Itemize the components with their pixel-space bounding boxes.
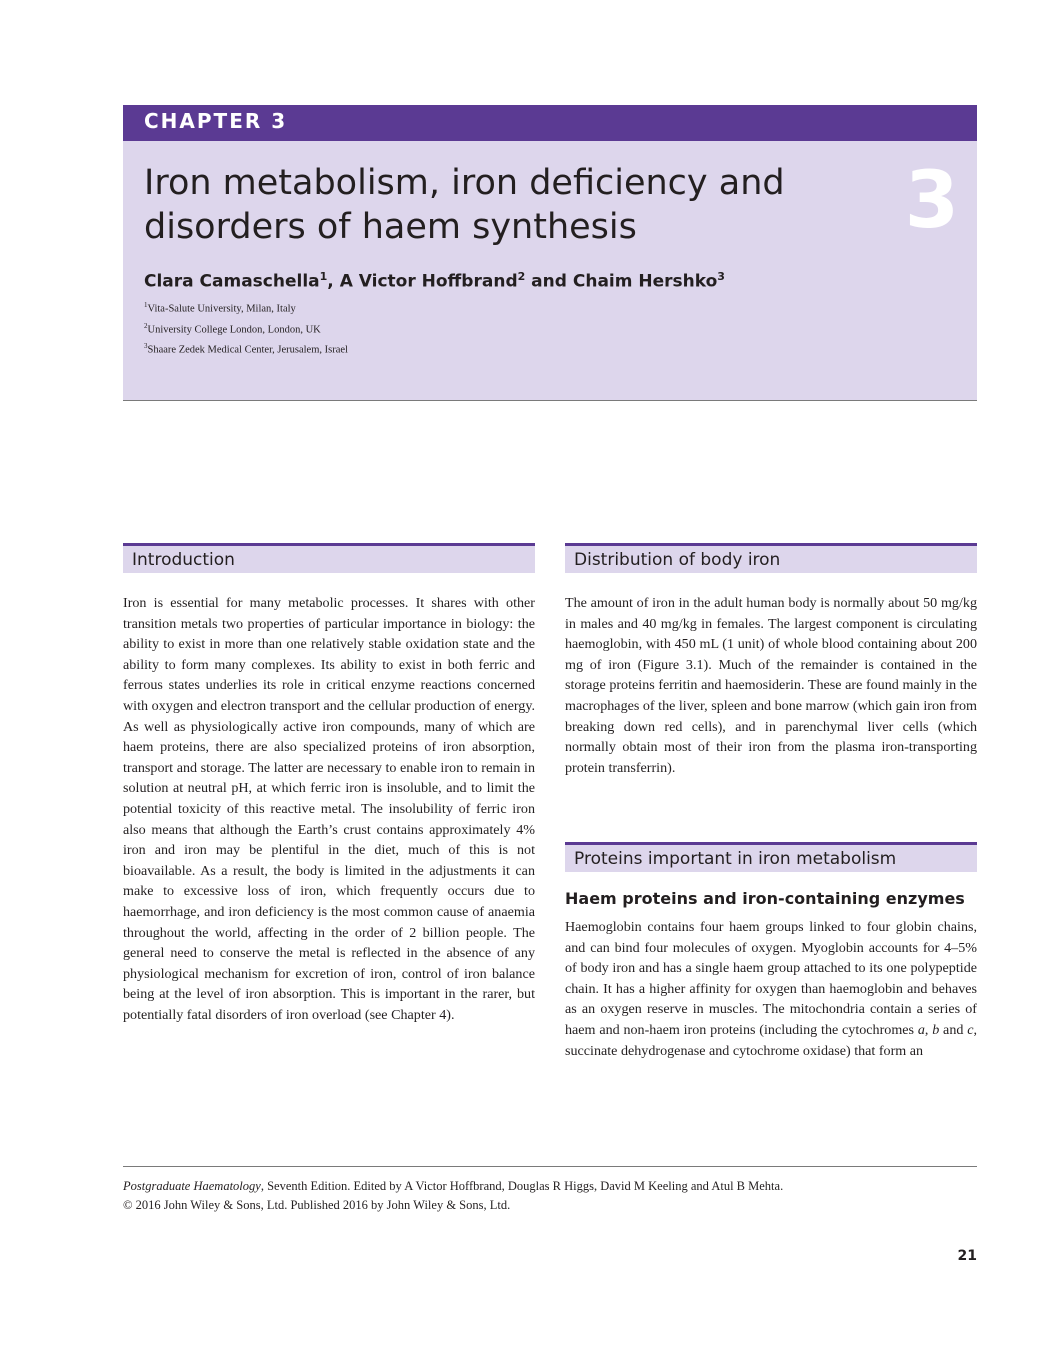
affiliation-mark: 2 (144, 321, 148, 330)
title-panel (123, 141, 977, 401)
paragraph-text: and (939, 1021, 968, 1038)
author-separator: , (327, 271, 340, 292)
author-affiliation-mark: 2 (517, 270, 526, 283)
chapter-label: CHAPTER 3 (144, 109, 288, 133)
author-affiliation-mark: 1 (319, 270, 328, 283)
section-heading-distribution (565, 543, 977, 573)
citation-text: , Seventh Edition. Edited by A Victor Hoffbrand, Douglas R Higgs, David M Keeling and Atul B Mehta. (260, 1179, 784, 1193)
affiliation-text: Shaare Zedek Medical Center, Jerusalem, Israel (147, 344, 348, 356)
chapter-title: Iron metabolism, iron deficiency and disorders of haem synthesis (144, 163, 785, 247)
italic-letter: a (917, 1021, 925, 1038)
chapter-band (123, 105, 977, 141)
affiliation-text: University College London, London, UK (147, 324, 321, 335)
footer-copyright: © 2016 John Wiley & Sons, Ltd. Published 2016 by John Wiley & Sons, Ltd. (123, 1198, 511, 1212)
affiliation-item (144, 297, 348, 318)
distribution-paragraph: The amount of iron in the adult human body is normally about 50 mg/kg in males and 40 mg/kg in females. The largest component is circulating haemoglobin, with 450 mL (1 unit) of whole blood containing about 200 mg of iron (Figure 3.1). Much of the remainder is contained in the storage proteins ferritin and haemosiderin. These are found mainly in the macrophages of the liver, spleen and bone marrow (which gain iron from breaking down red cells), and in parenchymal liver cells (which normally obtain most of their iron from the plasma iron-transporting protein transferrin). (565, 595, 977, 776)
affiliation-mark: 1 (144, 301, 148, 309)
paragraph-text: , succinate dehydrogenase and cytochrome oxidase) that form an (565, 1021, 977, 1059)
book-title: Postgraduate Haematology (123, 1179, 261, 1193)
author-affiliation-mark: 3 (717, 270, 725, 283)
author-separator: and (525, 271, 573, 292)
introduction-paragraph: Iron is essential for many metabolic processes. It shares with other transition metals two properties of particular importance in biology: the ability to exist in more than one relatively stable oxidation state and the ability to form many complexes. Its ability to exist in both ferric and ferrous states underlies its role in critical enzyme reactions concerned with oxygen and electron transport and the cellular production of energy. As well as physiologically active iron compounds, many of which are haem proteins, there are also specialized proteins of iron absorption, transport and storage. The latter are necessary to enable iron to remain in solution at neutral pH, at which ferric iron is insoluble, and to limit the potential toxicity of this reactive metal. The insolubility of ferric iron also means that although the Earth’s crust contains approximately 4% iron and iron may be plentiful in the diet, much of this is not bioavailable. As a result, the body is limited in the adjustments it can make to excessive loss of iron, which frequently occurs due to haemorrhage, and iron deficiency is the most common cause of anaemia throughout the world, affecting in the order of 2 billion people. The general need to conserve the metal is reflected in the absence of any physiological mechanism for excretion of iron, control of iron balance being at the level of iron absorption. This is important in the rarer, but potentially fatal disorders of iron overload (see Chapter 4). (123, 595, 535, 1023)
subsection-heading-haem-proteins: Haem proteins and iron-containing enzymes (565, 889, 965, 908)
affiliation-mark: 3 (144, 342, 148, 350)
paragraph-text: , (924, 1021, 933, 1038)
chapter-number: 3 (904, 156, 959, 246)
author-name: A Victor Hoffbrand (339, 271, 518, 292)
footer-citation (123, 1179, 783, 1194)
footer-divider (123, 1166, 977, 1167)
section-heading-text: Proteins important in iron metabolism (574, 849, 897, 869)
author-name: Chaim Hershko (572, 271, 718, 292)
affiliation-text: Vita-Salute University, Milan, Italy (147, 303, 296, 315)
section-heading-introduction (123, 543, 535, 573)
author-list (144, 270, 725, 292)
section-heading-proteins (565, 842, 977, 872)
haem-proteins-paragraph (565, 917, 977, 1061)
italic-letter: c (967, 1021, 974, 1038)
author-name: Clara Camaschella (144, 271, 320, 292)
affiliation-item (144, 338, 348, 359)
affiliation-list (144, 297, 348, 359)
italic-letter: b (932, 1021, 940, 1038)
paragraph-text: Haemoglobin contains four haem groups linked to four globin chains, and can bind four molecules of oxygen. Myoglobin accounts for 4–5% of body iron and has a single haem group attached to its one polypeptide chain. It has a higher affinity for oxygen than haemoglobin and behaves as an oxygen reserve in muscles. The mitochondria contain a series of haem and non-haem iron proteins (including the cytochromes (565, 919, 977, 1038)
section-heading-text: Distribution of body iron (574, 550, 781, 570)
page-number: 21 (957, 1248, 977, 1264)
affiliation-item (144, 318, 348, 339)
section-heading-text: Introduction (132, 550, 235, 570)
